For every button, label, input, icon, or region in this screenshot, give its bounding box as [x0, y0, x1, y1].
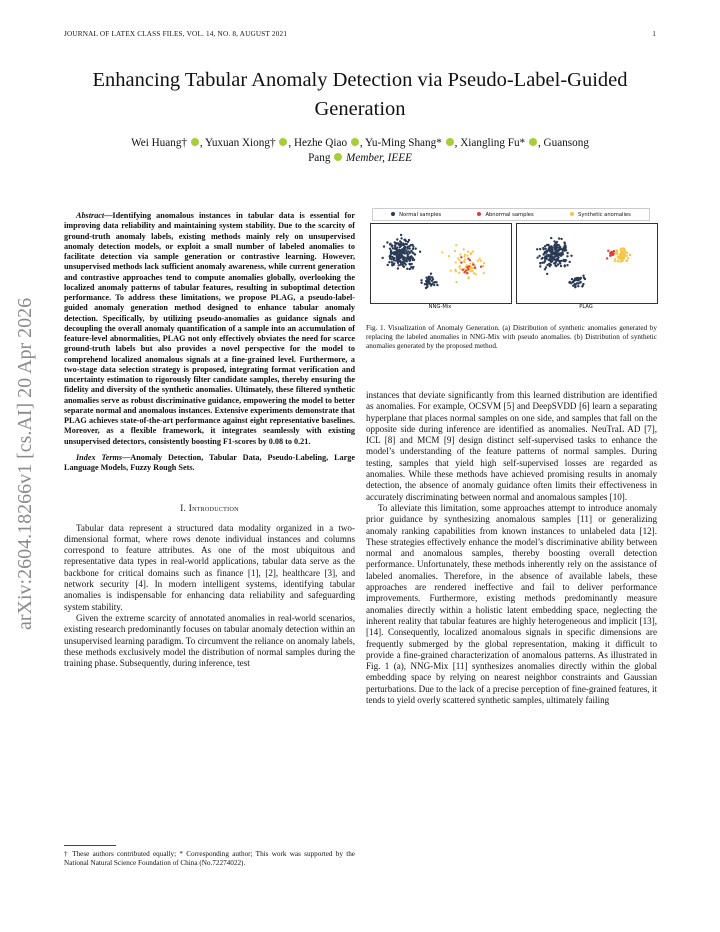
- synthetic-point: [464, 261, 466, 263]
- abnormal-point: [613, 250, 615, 252]
- synthetic-point: [455, 281, 457, 283]
- normal-point: [392, 247, 394, 249]
- normal-point: [404, 246, 406, 248]
- abnormal-point: [606, 257, 608, 259]
- author-name: Pang: [308, 152, 331, 164]
- normal-point: [400, 234, 402, 236]
- synthetic-point: [455, 261, 457, 263]
- normal-point: [558, 260, 560, 262]
- normal-point: [409, 260, 411, 262]
- normal-point: [561, 251, 563, 253]
- normal-point: [427, 281, 429, 283]
- normal-point: [556, 255, 558, 257]
- synthetic-point: [619, 253, 621, 255]
- index-terms: [64, 453, 355, 474]
- abnormal-point: [463, 271, 465, 273]
- body-paragraph: Given the extreme scarcity of annotated anomalies in real-world scenarios, existing research predominantly focuses on tabular anomaly detection within an unsupervised learning paradigm. To circumvent the reliance on anomaly labels, these methods exclusively model the distribution of normal samples during the training phase. Subsequently, during inference, test: [64, 612, 355, 669]
- synthetic-point: [475, 273, 477, 275]
- legend-label: Synthetic anomalies: [578, 211, 631, 218]
- author-name: Yu-Ming Shang*: [365, 137, 442, 149]
- normal-point: [577, 282, 579, 284]
- normal-point: [582, 285, 584, 287]
- synthetic-point: [454, 269, 456, 271]
- normal-point: [577, 285, 579, 287]
- running-header: JOURNAL OF LATEX CLASS FILES, VOL. 14, NO. 8, AUGUST 2021: [64, 30, 288, 38]
- normal-point: [545, 248, 547, 250]
- normal-point: [436, 284, 438, 286]
- normal-point: [425, 287, 427, 289]
- panel-label: PLAG: [579, 304, 593, 310]
- normal-point: [548, 248, 550, 250]
- synthetic-point: [614, 258, 616, 260]
- synthetic-point: [617, 260, 619, 262]
- synthetic-point: [450, 270, 452, 272]
- normal-point: [399, 240, 401, 242]
- normal-point: [550, 247, 552, 249]
- synthetic-point: [466, 255, 468, 257]
- normal-point: [583, 277, 585, 279]
- synthetic-point: [627, 257, 629, 259]
- abnormal-point: [474, 267, 476, 269]
- normal-point: [558, 244, 560, 246]
- normal-point: [412, 248, 414, 250]
- normal-point: [549, 250, 551, 252]
- normal-point: [550, 237, 552, 239]
- normal-point: [546, 273, 548, 275]
- normal-point: [394, 251, 396, 253]
- page-number: 1: [652, 30, 656, 38]
- normal-point: [544, 252, 546, 254]
- author-name: Xiangling Fu*: [460, 137, 526, 149]
- normal-point: [410, 266, 412, 268]
- normal-point: [544, 258, 546, 260]
- paper-title: Enhancing Tabular Anomaly Detection via Pseudo-Label-Guided Generation: [92, 69, 628, 120]
- normal-point: [409, 257, 411, 259]
- normal-point: [415, 248, 417, 250]
- normal-point: [575, 283, 577, 285]
- abnormal-point: [610, 251, 612, 253]
- normal-point: [398, 249, 400, 251]
- normal-point: [409, 268, 411, 270]
- normal-point: [566, 255, 568, 257]
- abnormal-point: [607, 250, 609, 252]
- normal-point: [574, 278, 576, 280]
- normal-point: [564, 243, 566, 245]
- index-terms-text: —Anomaly Detection, Tabular Data, Pseudo-Labeling, Large Language Models, Fuzzy Rough Sets.: [64, 452, 355, 472]
- orcid-icon[interactable]: [279, 138, 287, 146]
- normal-point: [557, 246, 559, 248]
- normal-point: [397, 261, 399, 263]
- synthetic-point: [459, 259, 461, 261]
- synthetic-point: [441, 251, 443, 253]
- footnote: † These authors contributed equally; * Corresponding author; This work was supported by the National Natural Science Foundation of China (No.72274022).: [64, 850, 355, 867]
- normal-point: [566, 264, 568, 266]
- normal-point: [431, 276, 433, 278]
- normal-point: [433, 284, 435, 286]
- body-paragraph: instances that deviate significantly from this learned distribution are identified as anomalies. For example, OCSVM [5] and DeepSVDD [6] learn a separating hyperplane that places normal samples on one side, and samples that fall on the opposite side during inference are identified as anomalies. NeuTraL AD [7], ICL [8] and MCM [9] design distinct self-supervised tasks to enhance the model’s understanding of the feature patterns of normal samples. During testing, samples that yield high self-supervised losses are regarded as anomalies. While these methods have achieved promising results in anomaly detection, the absence of anomaly guidance often limits their effectiveness in accurately discriminating between normal and anomalous samples [10].: [366, 390, 657, 502]
- normal-point: [546, 250, 548, 252]
- normal-point: [539, 262, 541, 264]
- synthetic-point: [626, 252, 628, 254]
- normal-point: [550, 264, 552, 266]
- synthetic-point: [622, 250, 624, 252]
- normal-point: [546, 244, 548, 246]
- normal-point: [560, 238, 562, 240]
- section-heading: [64, 503, 355, 514]
- abstract-label: Abstract: [76, 211, 105, 220]
- normal-point: [400, 250, 402, 252]
- normal-point: [398, 264, 400, 266]
- normal-point: [556, 250, 558, 252]
- orcid-icon[interactable]: [191, 138, 199, 146]
- normal-point: [395, 259, 397, 261]
- normal-point: [413, 259, 415, 261]
- normal-point: [536, 257, 538, 259]
- normal-point: [402, 258, 404, 260]
- abnormal-point: [460, 261, 462, 263]
- synthetic-point: [625, 260, 627, 262]
- normal-point: [577, 277, 579, 279]
- author-name: Hezhe Qiao: [293, 137, 348, 149]
- synthetic-point: [624, 250, 626, 252]
- normal-point: [563, 260, 565, 262]
- normal-point: [388, 261, 390, 263]
- normal-point: [553, 240, 555, 242]
- normal-point: [405, 240, 407, 242]
- synthetic-point: [459, 265, 461, 267]
- section-title: Introduction: [188, 503, 239, 514]
- normal-point: [387, 264, 389, 266]
- normal-point: [579, 281, 581, 283]
- normal-point: [389, 258, 391, 260]
- normal-point: [408, 247, 410, 249]
- normal-point: [397, 267, 399, 269]
- normal-point: [383, 245, 385, 247]
- normal-point: [431, 280, 433, 282]
- synthetic-point: [623, 257, 625, 259]
- orcid-icon[interactable]: [446, 138, 454, 146]
- abnormal-point: [609, 255, 611, 257]
- normal-point: [554, 262, 556, 264]
- normal-point: [404, 243, 406, 245]
- abnormal-point: [472, 264, 474, 266]
- normal-point: [400, 237, 402, 239]
- normal-point: [571, 278, 573, 280]
- normal-point: [392, 252, 394, 254]
- normal-point: [396, 247, 398, 249]
- normal-point: [412, 246, 414, 248]
- body-paragraph: Tabular data represent a structured data modality organized in a two-dimensional format, where rows denote individual instances and columns correspond to feature attributes. As one of the most ubiquitous and representative data types in real-world applications, tabular data serve as the backbone for critical domains such as finance [1], [2], healthcare [3], and network security [4]. In modern intelligent systems, identifying tabular anomalies is indispensable for enhancing data reliability and safeguarding system stability.: [64, 522, 355, 612]
- normal-point: [419, 251, 421, 253]
- normal-point: [432, 282, 434, 284]
- author-name: Guansong: [543, 137, 589, 149]
- synthetic-point: [623, 255, 625, 257]
- synthetic-point: [482, 265, 484, 267]
- normal-point: [424, 283, 426, 285]
- normal-point: [569, 261, 571, 263]
- synthetic-point: [626, 255, 628, 257]
- normal-point: [548, 259, 550, 261]
- synthetic-point: [629, 254, 631, 256]
- author-name: Yuxuan Xiong†: [205, 137, 276, 149]
- normal-point: [430, 273, 432, 275]
- normal-point: [568, 281, 570, 283]
- orcid-icon[interactable]: [529, 138, 537, 146]
- synthetic-point: [470, 252, 472, 254]
- legend-item-normal: [391, 212, 441, 218]
- normal-point: [396, 238, 398, 240]
- normal-point: [558, 237, 560, 239]
- normal-point: [401, 255, 403, 257]
- normal-point: [539, 265, 541, 267]
- synthetic-point: [458, 272, 460, 274]
- author-role: Member, IEEE: [346, 152, 412, 164]
- orcid-icon[interactable]: [334, 153, 342, 161]
- author-name: Wei Huang†: [131, 137, 188, 149]
- normal-point: [396, 257, 398, 259]
- normal-point: [389, 243, 391, 245]
- synthetic-point: [483, 262, 485, 264]
- synthetic-point: [480, 260, 482, 262]
- figure-1: [366, 206, 657, 316]
- normal-point: [556, 241, 558, 243]
- normal-point: [408, 263, 410, 265]
- synthetic-point: [467, 277, 469, 279]
- normal-point: [395, 254, 397, 256]
- legend-label: Abnormal samples: [485, 211, 534, 218]
- author-list: Wei Huang† , Yuxuan Xiong† , Hezhe Qiao , Yu-Ming Shang* , Xiangling Fu* , Guansong Pang Member, IEEE: [131, 137, 589, 164]
- normal-point: [541, 258, 543, 260]
- synthetic-point: [448, 255, 450, 257]
- abnormal-point: [460, 256, 462, 258]
- legend-item-synthetic: [570, 212, 631, 218]
- normal-point: [420, 282, 422, 284]
- abnormal-point: [462, 269, 464, 271]
- panel-label: NNG-Mix: [428, 304, 452, 310]
- normal-point: [425, 277, 427, 279]
- synthetic-point: [473, 272, 475, 274]
- normal-point: [420, 279, 422, 281]
- index-terms-label: Index Terms: [76, 452, 123, 462]
- normal-point: [406, 260, 408, 262]
- abstract: [64, 211, 355, 447]
- normal-point: [406, 268, 408, 270]
- normal-point: [564, 264, 566, 266]
- normal-point: [389, 255, 391, 257]
- synthetic-point: [463, 255, 465, 257]
- synthetic-point: [463, 248, 465, 250]
- synthetic-point: [479, 258, 481, 260]
- footnote-rule: [64, 845, 116, 846]
- normal-point: [411, 251, 413, 253]
- normal-point: [551, 250, 553, 252]
- synthetic-point: [459, 268, 461, 270]
- normal-point: [564, 248, 566, 250]
- normal-point: [391, 261, 393, 263]
- synthetic-point: [483, 272, 485, 274]
- synthetic-point: [614, 260, 616, 262]
- normal-point: [405, 249, 407, 251]
- normal-point: [572, 285, 574, 287]
- synthetic-point: [454, 250, 456, 252]
- synthetic-point: [621, 259, 623, 261]
- abstract-text: —Identifying anomalous instances in tabular data is essential for improving data reliability and maintaining system stability. Due to the scarcity of ground-truth anomaly labels, existing methods mainly rely on unsupervised anomaly detection models, or exploit a small number of labeled anomalies to facilitate detection via sample generation or contrastive learning. However, unsupervised methods lack sufficient anomaly awareness, while current generation and contrastive approaches tend to compute anomalies globally, overlooking the localized anomaly patterns of tabular features, resulting in suboptimal detection performance. To address these limitations, we propose PLAG, a pseudo-label-guided anomaly generation method designed to enhance tabular anomaly detection. Specifically, by utilizing pseudo-anomalies as guidance signals and decoupling the overall anomaly quantification of a sample into an accumulation of feature-level abnormalities, PLAG not only effectively obviates the need for scarce ground-truth labels but also provides a novel perspective for the model to comprehend localized anomalous signals at a fine-grained level. Furthermore, a two-stage data selection strategy is proposed, integrating format verification and uncertainty estimation to rigorously filter candidate samples, thereby ensuring the fidelity and diversity of the synthetic anomalies. Ultimately, these filtered synthetic anomalies serve as robust discriminative guidance, empowering the model to better separate normal and anomalous instances. Extensive experiments demonstrate that PLAG achieves state-of-the-art performance against eight representative baselines. Moreover, as a flexible framework, it integrates seamlessly with existing unsupervised detectors, consistently boosting F1-scores by 0.08 to 0.21.: [64, 211, 355, 446]
- legend-label: Normal samples: [399, 211, 442, 218]
- normal-point: [394, 246, 396, 248]
- abnormal-point: [468, 265, 470, 267]
- arxiv-stamp: arXiv:2604.18266v1 [cs.AI] 20 Apr 2026: [14, 297, 36, 630]
- abnormal-point: [467, 258, 469, 260]
- synthetic-point: [472, 251, 474, 253]
- normal-point: [543, 248, 545, 250]
- normal-point: [426, 285, 428, 287]
- orcid-icon[interactable]: [351, 138, 359, 146]
- normal-point: [543, 261, 545, 263]
- normal-dot-icon: [391, 212, 395, 216]
- normal-point: [557, 258, 559, 260]
- abnormal-dot-icon: [477, 212, 481, 216]
- normal-point: [574, 286, 576, 288]
- normal-point: [425, 280, 427, 282]
- normal-point: [386, 241, 388, 243]
- normal-point: [404, 252, 406, 254]
- normal-point: [410, 244, 412, 246]
- synthetic-point: [455, 244, 457, 246]
- normal-point: [397, 242, 399, 244]
- normal-point: [582, 275, 584, 277]
- normal-point: [406, 252, 408, 254]
- normal-point: [408, 239, 410, 241]
- normal-point: [566, 252, 568, 254]
- scatter-panel-nng-mix: [370, 223, 512, 304]
- normal-point: [560, 265, 562, 267]
- normal-point: [435, 281, 437, 283]
- synthetic-point: [470, 268, 472, 270]
- normal-point: [546, 254, 548, 256]
- synthetic-dot-icon: [570, 212, 574, 216]
- abnormal-point: [466, 272, 468, 274]
- legend-item-abnormal: [477, 212, 533, 218]
- left-column: [64, 211, 355, 669]
- synthetic-point: [469, 263, 471, 265]
- synthetic-point: [622, 247, 624, 249]
- normal-point: [393, 262, 395, 264]
- abnormal-point: [480, 266, 482, 268]
- normal-point: [555, 265, 557, 267]
- normal-point: [536, 248, 538, 250]
- normal-point: [538, 255, 540, 257]
- normal-point: [403, 262, 405, 264]
- normal-point: [545, 266, 547, 268]
- synthetic-point: [618, 256, 620, 258]
- normal-point: [382, 257, 384, 259]
- normal-point: [559, 262, 561, 264]
- synthetic-point: [616, 253, 618, 255]
- normal-point: [544, 245, 546, 247]
- normal-point: [572, 281, 574, 283]
- synthetic-point: [477, 260, 479, 262]
- figure-caption: Fig. 1. Visualization of Anomaly Generation. (a) Distribution of synthetic anomalies generated by replacing the labeled anomalies in NNG-Mix with pseudo anomalies. (b) Distribution of synthetic anomalies generated by the proposed method.: [366, 324, 657, 350]
- scatter-panel-plag: [516, 223, 658, 304]
- normal-point: [403, 256, 405, 258]
- synthetic-point: [459, 253, 461, 255]
- normal-point: [399, 244, 401, 246]
- normal-point: [570, 255, 572, 257]
- normal-point: [564, 246, 566, 248]
- synthetic-point: [470, 270, 472, 272]
- section-number: I.: [180, 503, 187, 514]
- synthetic-point: [464, 258, 466, 260]
- synthetic-point: [467, 251, 469, 253]
- right-column: [366, 390, 657, 706]
- body-paragraph: To alleviate this limitation, some approaches attempt to introduce anomaly prior guidance by synthesizing anomalous samples [11] or generalizing anomaly ranking capabilities from known instances to unlabeled data [12]. These strategies effectively enhance the model’s discriminative ability between normal and anomalous samples, thereby boosting overall detection performance. Unfortunately, these methods inherently rely on the assistance of labeled anomalies. Therefore, in the absence of available labels, these approaches are rendered ineffective and fail to deliver performance improvements. Furthermore, existing methods predominantly measure anomalies directly within a holistic latent embedding space, neglecting the inherent reality that tabular features are highly heterogeneous and implicit [13], [14]. Consequently, localized anomalous signals in specific dimensions are frequently submerged by the global representation, making it difficult to provide a fine-grained characterization of anomalous patterns. As illustrated in Fig. 1 (a), NNG-Mix [11] synthesizes anomalies directly within the global embedding space by relying on nearest neighbor constraints and Gaussian perturbations. Due to the lack of a precise perception of fine-grained features, it tends to yield overly scattered synthetic samples, ultimately failing: [366, 502, 657, 706]
- normal-point: [539, 248, 541, 250]
- figure-legend: [372, 208, 650, 221]
- synthetic-point: [457, 257, 459, 259]
- normal-point: [393, 257, 395, 259]
- normal-point: [552, 253, 554, 255]
- synthetic-point: [616, 250, 618, 252]
